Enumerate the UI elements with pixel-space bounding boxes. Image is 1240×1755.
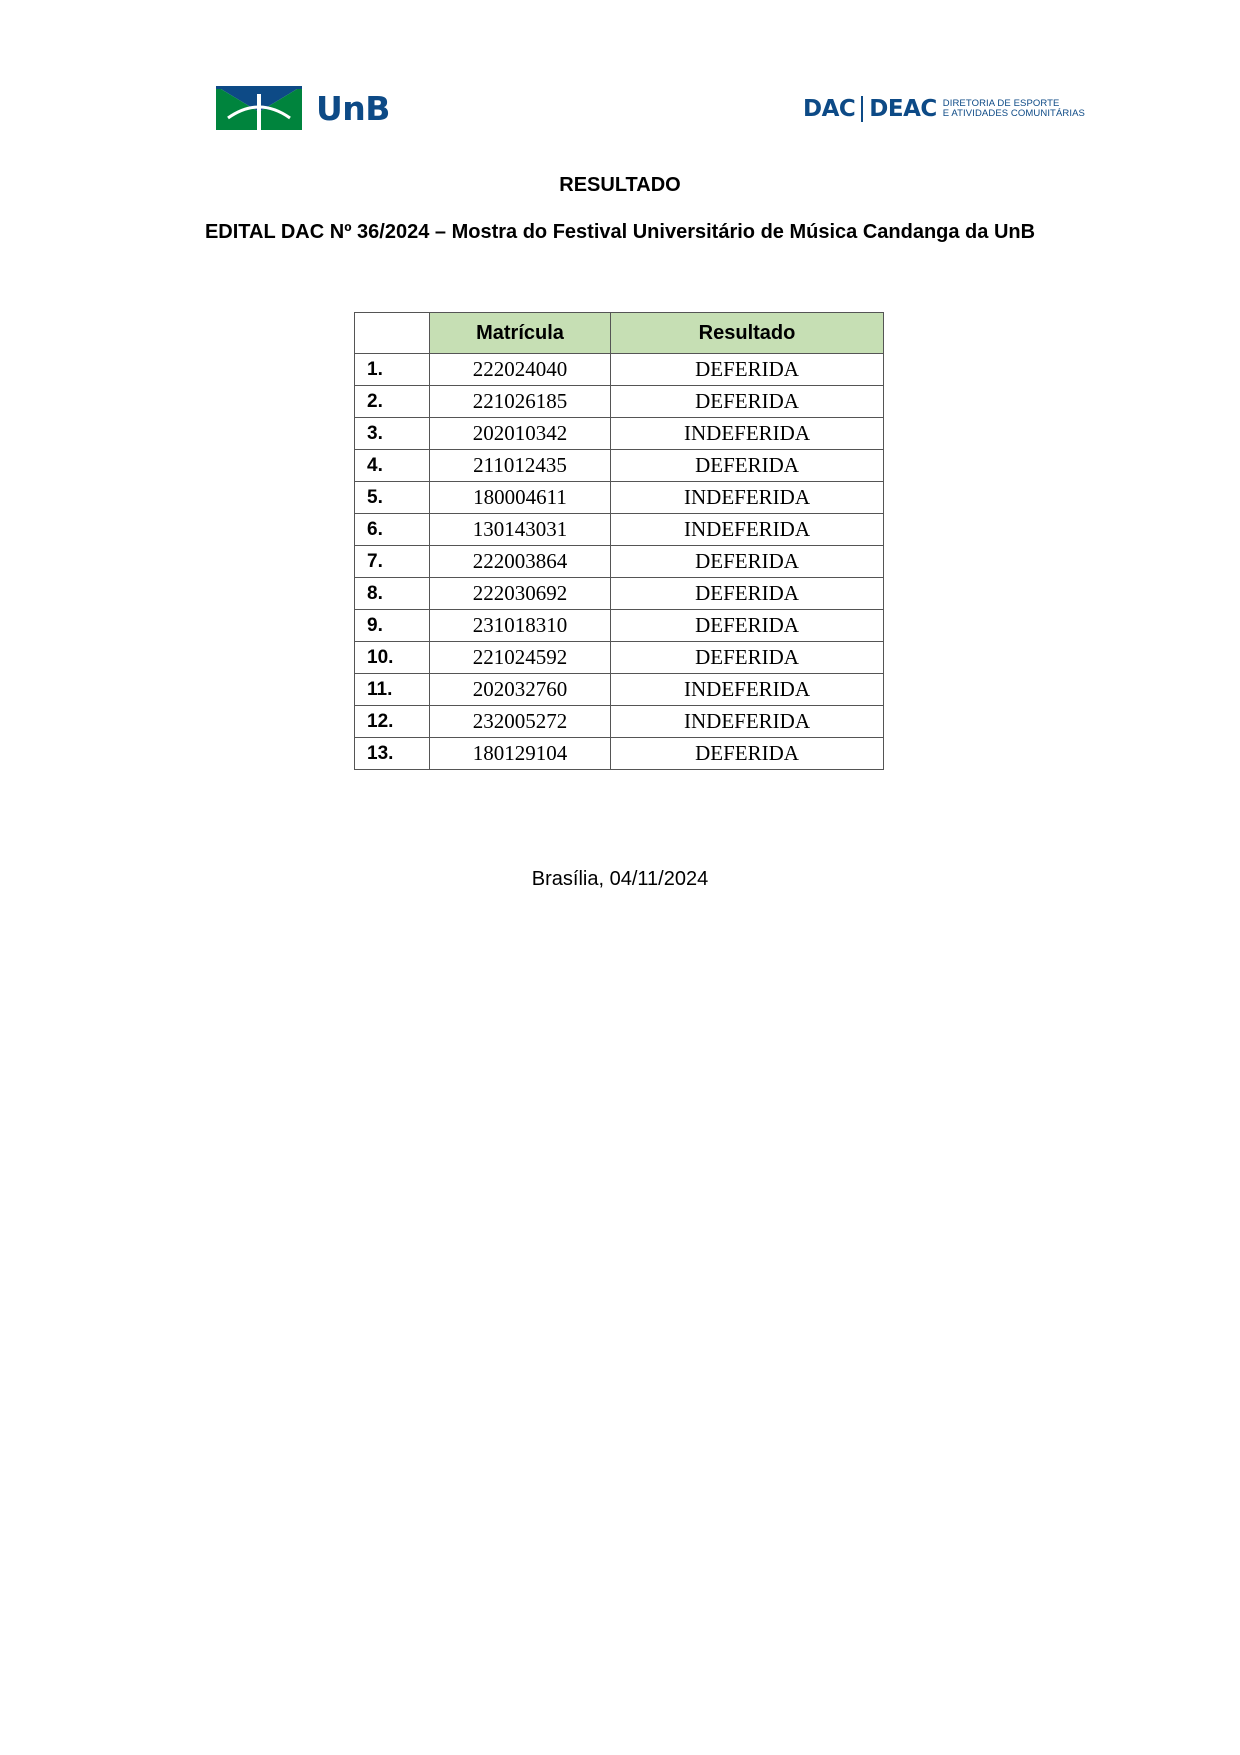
table-row	[355, 674, 884, 706]
table-row	[355, 546, 884, 578]
document-subtitle: EDITAL DAC Nº 36/2024 – Mostra do Festival Universitário de Música Candanga da UnB	[204, 221, 1036, 243]
document-title: RESULTADO	[559, 174, 681, 196]
row-resultado: INDEFERIDA	[611, 674, 884, 706]
row-number: 13.	[355, 738, 430, 770]
row-number: 1.	[355, 354, 430, 386]
row-resultado: DEFERIDA	[611, 354, 884, 386]
row-resultado: INDEFERIDA	[611, 706, 884, 738]
row-resultado: DEFERIDA	[611, 610, 884, 642]
row-number: 8.	[355, 578, 430, 610]
deac-logo-subtitle	[943, 99, 1085, 120]
row-number: 5.	[355, 482, 430, 514]
row-resultado: DEFERIDA	[611, 386, 884, 418]
table-row	[355, 514, 884, 546]
unb-logo-text: UnB	[316, 88, 390, 128]
dac-deac-logo	[803, 96, 1085, 122]
row-matricula: 180129104	[430, 738, 611, 770]
unb-emblem-icon	[216, 86, 302, 130]
deac-logo-line2: E ATIVIDADES COMUNITÁRIAS	[942, 108, 1085, 119]
date-line: Brasília, 04/11/2024	[531, 868, 709, 890]
table-row	[355, 386, 884, 418]
result-table	[354, 312, 884, 770]
row-number: 7.	[355, 546, 430, 578]
table-row	[355, 578, 884, 610]
row-number: 4.	[355, 450, 430, 482]
row-resultado: DEFERIDA	[611, 450, 884, 482]
header-cell-matricula: Matrícula	[430, 313, 611, 354]
row-matricula: 221026185	[430, 386, 611, 418]
table-row	[355, 418, 884, 450]
row-matricula: 222024040	[430, 354, 611, 386]
row-matricula: 180004611	[430, 482, 611, 514]
row-matricula: 202032760	[430, 674, 611, 706]
row-matricula: 202010342	[430, 418, 611, 450]
row-number: 2.	[355, 386, 430, 418]
row-resultado: INDEFERIDA	[611, 418, 884, 450]
header-cell-resultado: Resultado	[611, 313, 884, 354]
row-matricula: 221024592	[430, 642, 611, 674]
row-resultado: DEFERIDA	[611, 738, 884, 770]
row-resultado: DEFERIDA	[611, 546, 884, 578]
row-resultado: INDEFERIDA	[611, 514, 884, 546]
row-matricula: 231018310	[430, 610, 611, 642]
deac-logo-line1: DIRETORIA DE ESPORTE	[942, 97, 1060, 109]
table-header-row	[355, 313, 884, 354]
row-matricula: 222030692	[430, 578, 611, 610]
row-number: 3.	[355, 418, 430, 450]
dac-logo-word: DAC	[803, 96, 856, 122]
row-number: 10.	[355, 642, 430, 674]
row-matricula: 211012435	[430, 450, 611, 482]
row-matricula: 232005272	[430, 706, 611, 738]
table-row	[355, 450, 884, 482]
table-row	[355, 610, 884, 642]
table-row	[355, 738, 884, 770]
row-number: 12.	[355, 706, 430, 738]
row-resultado: DEFERIDA	[611, 642, 884, 674]
table-row	[355, 706, 884, 738]
deac-logo-word: DEAC	[869, 96, 937, 122]
row-number: 6.	[355, 514, 430, 546]
table-row	[355, 642, 884, 674]
row-matricula: 222003864	[430, 546, 611, 578]
unb-logo	[216, 86, 390, 130]
row-number: 9.	[355, 610, 430, 642]
row-matricula: 130143031	[430, 514, 611, 546]
row-resultado: DEFERIDA	[611, 578, 884, 610]
table-row	[355, 482, 884, 514]
table-row	[355, 354, 884, 386]
row-resultado: INDEFERIDA	[611, 482, 884, 514]
header-cell-index	[355, 313, 430, 354]
dac-logo-separator	[861, 96, 863, 122]
row-number: 11.	[355, 674, 430, 706]
